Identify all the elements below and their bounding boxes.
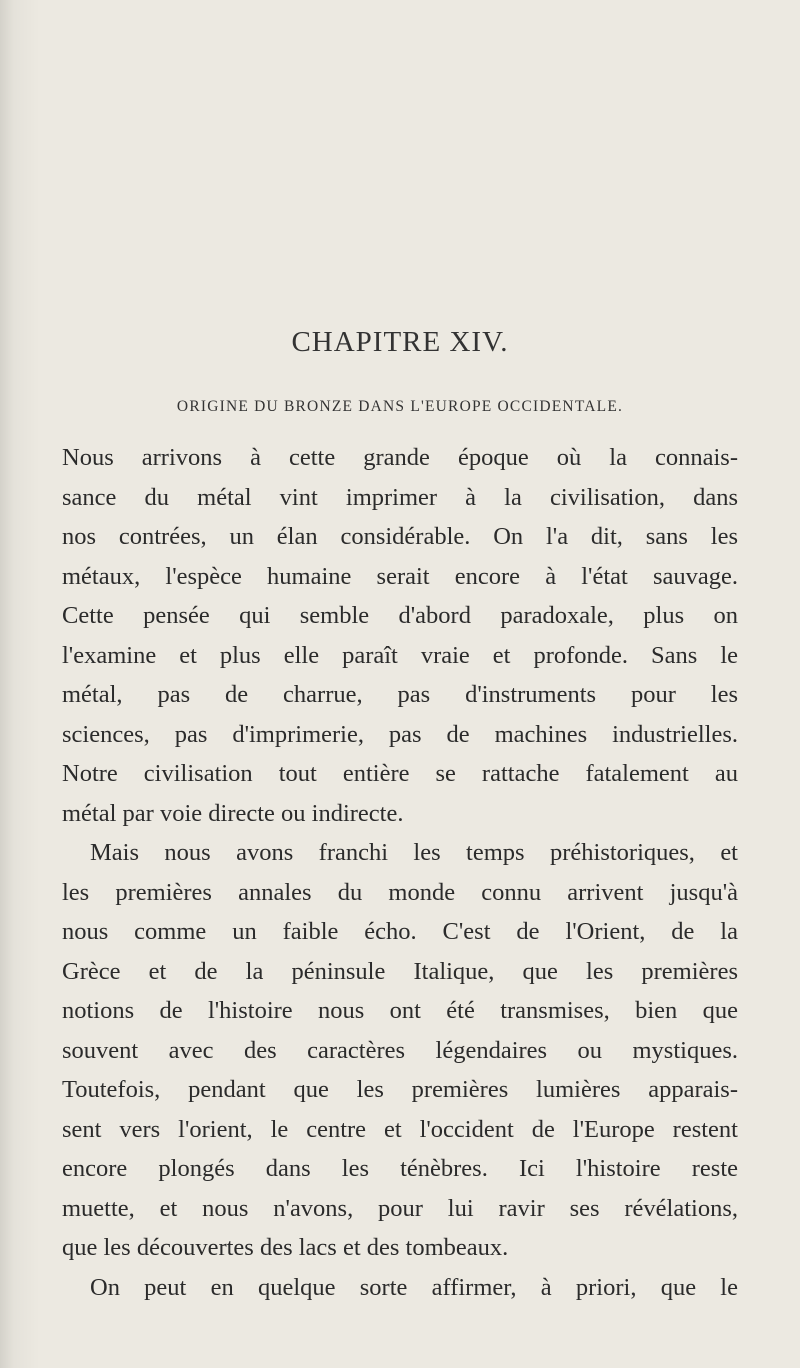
text-line: nous comme un faible écho. C'est de l'Orient, de la bbox=[62, 918, 738, 945]
text-line: notions de l'histoire nous ont été transmises, bien que bbox=[62, 997, 738, 1024]
text-line: l'examine et plus elle paraît vraie et profonde. Sans le bbox=[62, 641, 738, 669]
body-text bbox=[62, 438, 738, 1307]
text-line: On peut en quelque sorte affirmer, à priori, que le bbox=[90, 1273, 738, 1301]
text-line: sance du métal vint imprimer à la civilisation, dans bbox=[62, 483, 738, 511]
text-line: Nous arrivons à cette grande époque où la connais- bbox=[62, 444, 738, 471]
text-line: Cette pensée qui semble d'abord paradoxale, plus on bbox=[62, 602, 738, 629]
text-line: sent vers l'orient, le centre et l'occident de l'Europe restent bbox=[62, 1115, 738, 1143]
text-line: Mais nous avons franchi les temps préhistoriques, et bbox=[90, 839, 738, 866]
text-line: Notre civilisation tout entière se rattache fatalement au bbox=[62, 760, 738, 787]
text-line: souvent avec des caractères légendaires ou mystiques. bbox=[62, 1036, 738, 1064]
text-line: nos contrées, un élan considérable. On l'a dit, sans les bbox=[62, 523, 738, 550]
chapter-title: CHAPITRE XIV. bbox=[291, 326, 509, 358]
text-line: encore plongés dans les ténèbres. Ici l'histoire reste bbox=[62, 1155, 738, 1182]
text-line: métal par voie directe ou indirecte. bbox=[62, 799, 404, 827]
text-line: métaux, l'espèce humaine serait encore à l'état sauvage. bbox=[62, 562, 738, 590]
text-line: que les découvertes des lacs et des tombeaux. bbox=[62, 1234, 509, 1261]
text-line: Toutefois, pendant que les premières lumières apparais- bbox=[62, 1076, 738, 1103]
text-line: muette, et nous n'avons, pour lui ravir ses révélations, bbox=[62, 1194, 738, 1222]
text-line: Grèce et de la péninsule Italique, que les premières bbox=[62, 957, 738, 985]
section-title: ORIGINE DU BRONZE DANS L'EUROPE OCCIDENTALE. bbox=[176, 398, 624, 415]
text-line: métal, pas de charrue, pas d'instruments pour les bbox=[62, 681, 738, 708]
text-line: sciences, pas d'imprimerie, pas de machines industrielles. bbox=[62, 720, 738, 748]
text-line: les premières annales du monde connu arrivent jusqu'à bbox=[62, 878, 738, 906]
